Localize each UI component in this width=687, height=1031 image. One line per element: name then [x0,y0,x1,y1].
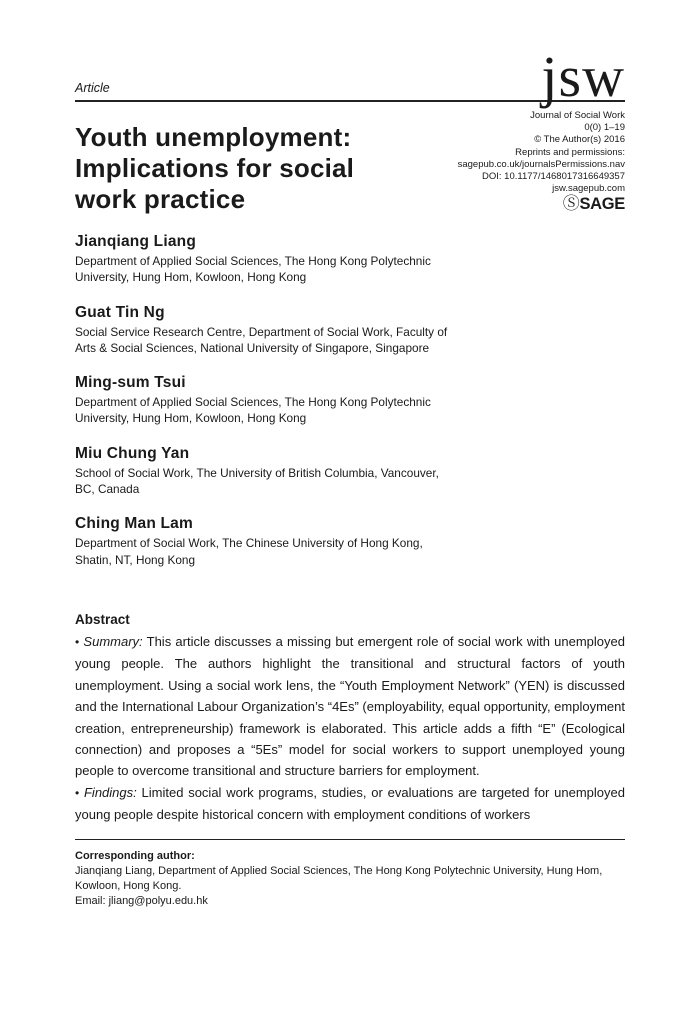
abstract-item-label: Findings: [83,784,137,800]
author-block [75,303,625,357]
author-name: Jianqiang Liang [75,233,196,250]
sage-publisher-logo [458,194,625,214]
abstract-section [75,612,625,826]
author-affiliation: Department of Applied Social Sciences, The Hong Kong Polytechnic University, Hung Hom, Kowloon, Hong Kong [75,254,431,285]
author-block [75,232,625,286]
abstract-summary-item [75,631,625,782]
abstract-item-label: Summary: [83,633,143,649]
reprints-label: Reprints and permissions: [515,146,625,158]
page-header [75,0,625,109]
author-affiliation: Department of Applied Social Sciences, The Hong Kong Polytechnic University, Hung Hom, Kowloon, Hong Kong [75,395,431,426]
author-block [75,514,625,568]
corresponding-author-heading: Corresponding author: [75,849,195,862]
author-name: Ching Man Lam [75,515,193,533]
corresponding-author-text: Jianqiang Liang, Department of Applied Social Sciences, The Hong Kong Polytechnic University, Hung Hom, Kowloon, Hong Kong. [75,864,603,892]
article-type-label: Article [75,81,110,95]
corresponding-author-footnote [75,839,625,909]
copyright-line: © The Author(s) 2016 [534,134,625,146]
reprints-url: sagepub.co.uk/journalsPermissions.nav [457,158,625,170]
author-affiliation: Social Service Research Centre, Department of Social Work, Faculty of Arts & Social Sciences, National University of Singapore, Singapore [75,324,448,355]
journal-info-block [458,110,625,215]
abstract-item-text: Limited social work programs, studies, or evaluations are targeted for unemployed young people despite historical concern with employment conditions of workers [75,784,625,823]
journal-issue: 0(0) 1–19 [584,122,625,134]
jsw-journal-logo: jsw [541,43,625,109]
author-name: Ming-sum Tsui [75,374,186,392]
sage-s-icon: Ⓢ [562,194,580,214]
author-block [75,373,625,427]
author-affiliation: School of Social Work, The University of British Columbia, Vancouver, BC, Canada [75,465,439,497]
abstract-item-text: This article discusses a missing but emergent role of social work with unemployed young people. The authors highlight the transitional and structural factors of youth unemployment. Using a social work lens, the “Youth Employment Network” (YEN) is discussed and the International Labour Organization’s “4Es” (employability, equal opportunity, employment creation, entrepreneurship) framework is elaborated. This article adds a fifth “E” (Ecological connection) and proposes a “5Es” model for social workers to support unemployed young people to overcome transitional and structure barriers for employment. [75,633,625,779]
author-name: Guat Tin Ng [75,303,165,321]
bullet-icon: • [75,634,80,649]
abstract-heading: Abstract [75,611,130,627]
page-title: Youth unemployment: Implications for social work practice [75,122,355,214]
bullet-icon: • [75,785,80,800]
doi-line: DOI: 10.1177/1468017316649357 [482,171,625,183]
journal-name: Journal of Social Work [530,110,625,121]
author-affiliation: Department of Social Work, The Chinese University of Hong Kong, Shatin, NT, Hong Kong [75,536,423,567]
journal-website: jsw.sagepub.com [552,183,625,195]
corresponding-author-email: Email: jliang@polyu.edu.hk [75,894,208,907]
sage-logo-text: SAGE [579,195,625,214]
author-block [75,444,625,498]
abstract-findings-item [75,782,625,826]
title-row [75,102,625,215]
author-name: Miu Chung Yan [75,444,190,462]
authors-section [75,232,625,568]
